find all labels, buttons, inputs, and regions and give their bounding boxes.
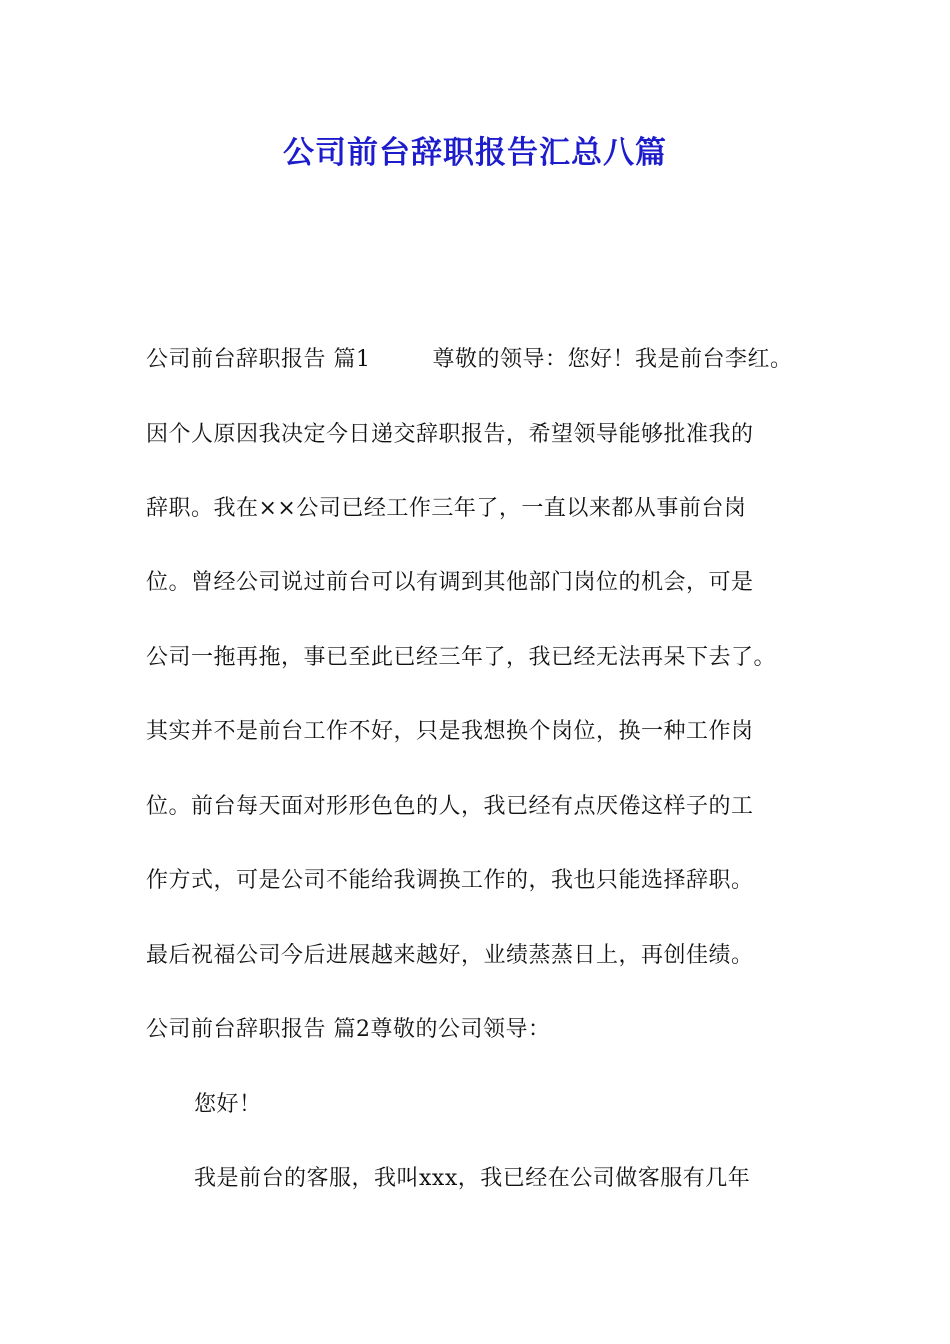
paragraph-line: 我是前台的客服，我叫xxx，我已经在公司做客服有几年 — [194, 1166, 751, 1191]
paragraph-line: 作方式，可是公司不能给我调换工作的，我也只能选择辞职。 — [146, 868, 754, 893]
paragraph-line — [146, 345, 793, 375]
section-heading: 公司前台辞职报告 篇1 — [146, 347, 371, 372]
paragraph-line: 最后祝福公司今后进展越来越好，业绩蒸蒸日上，再创佳绩。 — [146, 943, 754, 968]
paragraph-line: 辞职。我在××公司已经工作三年了，一直以来都从事前台岗 — [146, 496, 747, 521]
line-text: 尊敬的领导：您好！我是前台李红。 — [432, 347, 793, 372]
section-heading-line: 公司前台辞职报告 篇2尊敬的公司领导： — [146, 1017, 551, 1042]
paragraph-line: 公司一拖再拖，事已至此已经三年了，我已经无法再呆下去了。 — [146, 645, 777, 670]
paragraph-line: 其实并不是前台工作不好，只是我想换个岗位，换一种工作岗 — [146, 719, 754, 744]
paragraph-line: 位。曾经公司说过前台可以有调到其他部门岗位的机会，可是 — [146, 570, 754, 595]
greeting-line: 您好！ — [194, 1092, 262, 1117]
paragraph-line: 位。前台每天面对形形色色的人，我已经有点厌倦这样子的工 — [146, 794, 754, 819]
document-title: 公司前台辞职报告汇总八篇 — [283, 135, 667, 171]
paragraph-line: 因个人原因我决定今日递交辞职报告，希望领导能够批准我的 — [146, 422, 754, 447]
